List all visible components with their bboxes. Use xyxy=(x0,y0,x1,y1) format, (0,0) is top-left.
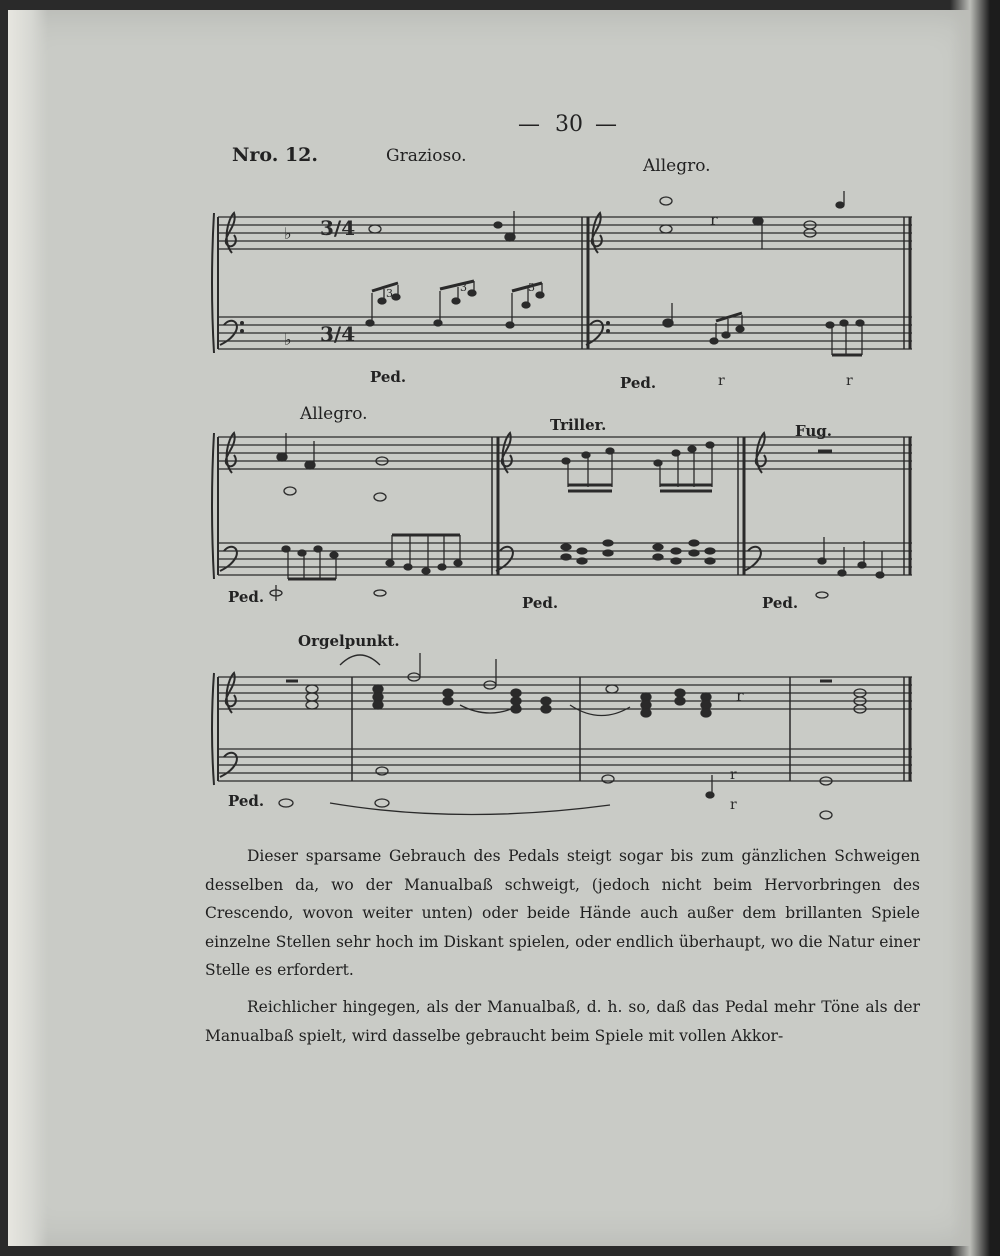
svg-text:3: 3 xyxy=(460,281,467,294)
paragraph-1: Dieser sparsame Gebrauch des Pedals steigt sogar bis zum gänzlichen Schweigen desselben da, wo der Manualbaß schweigt, (jedoch nicht beim Hervorbringen des Crescendo, wovon weiter unten) oder beide Hände auch außer dem brillanten Spiele einzelne Stellen sehr hoch im Diskant spielen, oder endlich überhaupt, wo die Natur einer Stelle es erfordert. xyxy=(205,847,920,979)
svg-text:♭: ♭ xyxy=(284,224,292,243)
pedal-label: Ped. xyxy=(370,368,407,386)
music-system-2 xyxy=(210,425,920,595)
page-number: 30 xyxy=(555,112,583,137)
example-number: Nro. 12. xyxy=(232,144,319,166)
marking-pedal-point: Orgelpunkt. xyxy=(298,632,400,650)
page-right-edge xyxy=(950,0,1000,1256)
book-page xyxy=(8,10,978,1246)
marking-trill: Triller. xyxy=(550,416,607,434)
pedal-label: Ped. xyxy=(762,594,799,612)
tempo-marking-grazioso: Grazioso. xyxy=(386,146,467,166)
pedal-label: Ped. xyxy=(228,792,265,810)
music-system-3 xyxy=(210,645,920,835)
svg-text:3/4: 3/4 xyxy=(320,216,356,240)
page-number-dash-right: — xyxy=(595,112,617,137)
pedal-label: Ped. xyxy=(522,594,559,612)
paragraph-2: Reichlicher hingegen, als der Manualbaß, d. h. so, daß das Pedal mehr Töne als der Manualbaß spielt, wird dasselbe gebraucht beim Spiele mit vollen Akkor- xyxy=(205,998,920,1045)
marking-fugue: Fug. xyxy=(795,422,833,440)
tempo-marking-allegro-1: Allegro. xyxy=(643,156,711,176)
svg-text:r: r xyxy=(730,797,737,813)
page-left-edge xyxy=(8,10,48,1246)
page-number-dash-left: — xyxy=(518,112,540,137)
svg-text:♭: ♭ xyxy=(284,330,292,349)
pedal-label: Ped. xyxy=(620,374,657,392)
svg-text:r: r xyxy=(846,373,853,389)
pedal-label: Ped. xyxy=(228,588,265,606)
svg-text:3/4: 3/4 xyxy=(320,322,356,346)
svg-text:3: 3 xyxy=(386,287,393,300)
svg-text:r: r xyxy=(730,767,737,783)
svg-text:r: r xyxy=(718,373,725,389)
svg-text:r: r xyxy=(736,686,744,705)
svg-text:r: r xyxy=(710,210,718,229)
tempo-marking-allegro-2: Allegro. xyxy=(300,404,368,424)
svg-text:3: 3 xyxy=(528,281,535,294)
